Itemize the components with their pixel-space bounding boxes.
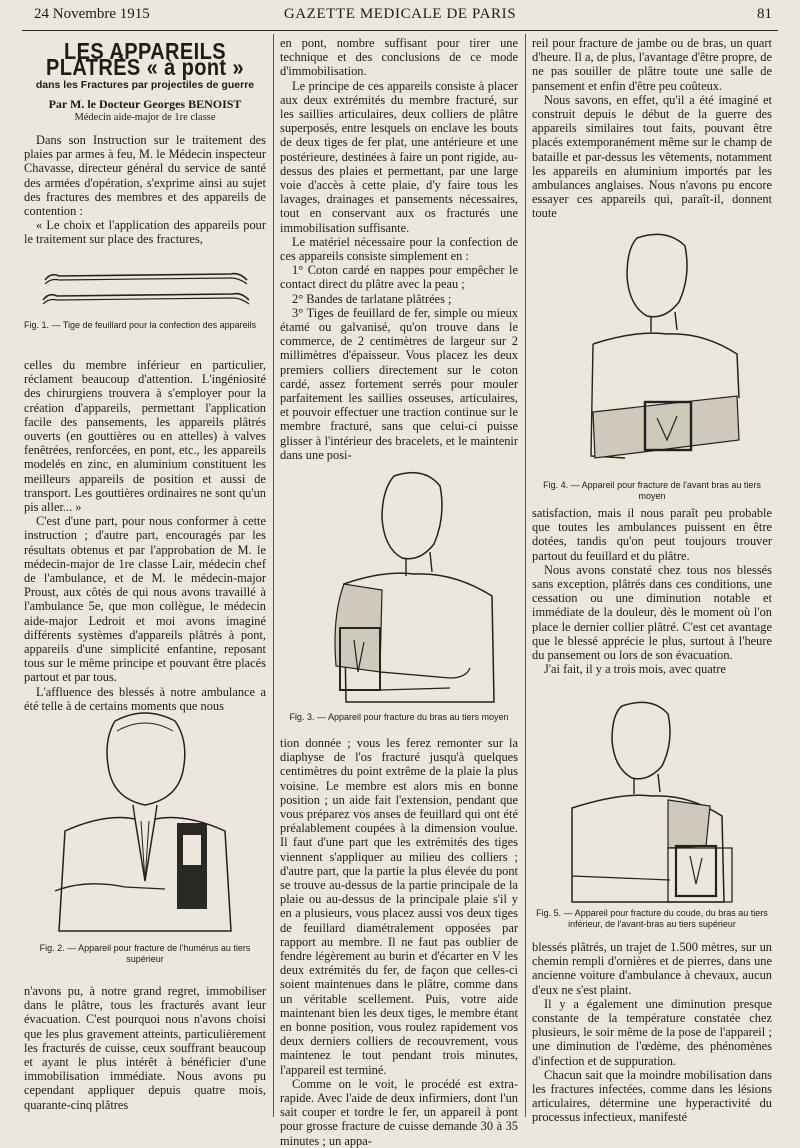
paragraph: 1° Coton cardé en nappes pour empêcher le contact direct du plâtre avec la peau ; [280, 263, 518, 292]
paragraph: satisfaction, mais il nous paraît peu probable que toutes les ambulances puissent en être dotées, tandis qu'on peut toujours trouver partout du feuillard et du plâtre. [532, 506, 772, 563]
humerus-cast-illustration [45, 711, 245, 941]
col1-middle [24, 358, 266, 713]
paragraph: Comme on le voit, le procédé est extra-rapide. Avec l'aide de deux infirmiers, dont l'un sait couper et tordre le fer, un appareil à pont pour grosse fracture de cuisse demande 30 à 35 minutes ; un appa- [280, 1076, 518, 1148]
figure-3-caption: Fig. 3. — Appareil pour fracture du bras au tiers moyen [289, 712, 509, 722]
paragraph: Chacun sait que la moindre mobilisation dans les fractures infectées, comme dans les lésions articulaires, détermine une hyperactivité du processus infectieux, manifesté [532, 1067, 772, 1125]
paragraph: celles du membre inférieur en particulier, réclament beaucoup d'attention. L'ingéniosité des chirurgiens trouvera à s'employer pour la création d'appareils, permettant l'application facile des pansements, les appareils plâtrés ouverts (en gouttières ou en attelles) à valves fenêtrées, renforcées, en pont, etc., les appareils modelés en zinc, en aluminium constituent les meilleurs appareils de position et aussi de transport. Les gouttières ordinaires ne sont qu'un pis aller... » [24, 358, 266, 515]
author-role: Médecin aide-major de 1re classe [74, 111, 216, 123]
figure-4 [532, 228, 772, 500]
header-rule [22, 30, 778, 31]
paragraph: Dans son Instruction sur le traitement des plaies par armes à feu, M. le Médecin inspecteur Chavasse, directeur général du service de santé des armées d'opération, s'exprime ainsi au sujet des fractures des membres et des appareils de contention : [24, 133, 266, 219]
figure-1 [24, 258, 266, 350]
paragraph: en pont, nombre suffisant pour tirer une technique et des conclusions de ce mode d'immobilisation. [280, 36, 518, 79]
elbow-cast-illustration [542, 696, 762, 906]
paragraph: tion donnée ; vous les ferez remonter sur la diaphyse de l'os fracturé jusqu'à quelques centimètres du point extrême de la plaie la plus voisine. Le membre est alors mis en bonne position ; un aide fait l'extension, pendant que vous préparez vos anses de feuillard qui ont été préalablement coupées à la dimension voulue. Il faut d'une part que les extrémités des tiges viennent s'appliquer au milieu des colliers ; d'autre part, que la partie la plus élevée du pont se trouve au-dessus de la partie principale de la plaie ou au-dessus de la principale plaie s'il y en a plusieurs, vous placez aussi vos deux tiges de feuillard diamétralement opposées par rapport au membre. Il ne faut pas oublier de fendre légèrement au burin et d'écarter en V les deux extrémités du fer, de façon que celles-ci soient maintenues dans le plâtre, comme dans un véritable scellement. Puis, votre aide maintenant bien les deux tiges, le membre étant en bonne position, vous roulez rapidement vos deux derniers colliers de recouvrement, vous maintenez le tout pendant trois minutes, l'appareil est terminé. [280, 736, 518, 1077]
figure-3 [280, 466, 518, 734]
col3-bottom [532, 940, 772, 1125]
col3-middle [532, 506, 772, 692]
paragraph: Le matériel nécessaire pour la confection de ces appareils consiste simplement en : [280, 234, 518, 264]
article-byline: Par M. le Docteur Georges BENOIST [48, 96, 242, 111]
issue-date: 24 Novembre 1915 [34, 6, 150, 22]
column-divider-1 [273, 34, 274, 1117]
paragraph: L'affluence des blessés à notre ambulance a été telle à de certains moments que nous [24, 684, 266, 713]
article-title: LES APPAREILS PLATRÉS « à pont » [46, 39, 244, 81]
figure-5-caption: Fig. 5. — Appareil pour fracture du coude, du bras au tiers inférieur, de l'avant-bras au tiers supérieur [536, 908, 768, 929]
col1-bottom [24, 984, 266, 1124]
paragraph: Il y a également une diminution presque constante de la température constatée chez plusieurs, le soir même de la pose de l'appareil ; une diminution de l'œdème, des phénomènes d'infection et de suppuration. [532, 996, 772, 1068]
paragraph: blessés plâtrés, un trajet de 1.500 mètres, sur un chemin rempli d'ornières et de pierres, dans une ancienne voiture d'ambulance à chevaux, aucun d'eux ne s'est plaint. [532, 940, 772, 997]
paragraph: C'est d'une part, pour nous conformer à cette instruction ; d'autre part, encouragés par les résultats obtenus et par l'approbation de M. le médecin-major de 1re classe Lair, médecin chef de l'ambulance, et de M. le médecin-major Proust, aux côtés de qui nous avons travaillé à l'ambulance 5e, que mon collègue, le médecin aide-major Ledroit et moi avons imaginé différents systèmes d'appareils plâtrés à pont, appareils d'une simplicité enfantine, reposant tous sur le même principe et pouvant être placés partout et par tous. [24, 514, 266, 685]
paragraph: reil pour fracture de jambe ou de bras, un quart d'heure. Il a, de plus, l'avantage d'être propre, de ne pas souiller de plâtre toute une salle de pansement et enfin d'être peu coûteux. [532, 36, 772, 93]
iron-strip-illustration [25, 258, 265, 318]
column-1 [24, 36, 266, 1119]
figure-1-caption: Fig. 1. — Tige de feuillard pour la confection des appareils [24, 320, 257, 330]
paragraph: n'avons pu, à notre grand regret, immobiliser dans le plâtre, tous les fracturés avant leur évacuation. C'est pourquoi nous n'avons choisi que les plus gravement atteints, particulièrement les fracturés de cuisse, ceux souffrant beaucoup et ayant le plus intérêt à bénéficier d'une immobilisation immédiate. Nous avons pu cependant appliquer depuis quatre mois, quarante-cinq plâtres [24, 984, 266, 1112]
paragraph: Le principe de ces appareils consiste à placer aux deux extrémités du membre fracturé, sur les saillies articulaires, deux colliers de plâtre superposés, entre lesquels on enclave les bouts de deux tiges de fer plat, une antérieure et une postérieure, destinées à faire un pont rigide, au-dessus des plaies et permettant, par une large voie d'accès à cette plaie, d'y faire tous les lavages, drainages et pansements nécessaires, tout en conservant aux os fracturés une immobilisation suffisante. [280, 78, 518, 235]
article-subtitle: dans les Fractures par projectiles de guerre [35, 79, 255, 92]
col3-top [532, 36, 772, 222]
paragraph: « Le choix et l'application des appareils pour le traitement sur place des fractures, [24, 218, 266, 247]
paragraph: J'ai fait, il y a trois mois, avec quatre [544, 662, 726, 677]
col2-top [280, 36, 518, 464]
running-head [22, 6, 778, 26]
journal-title: GAZETTE MEDICALE DE PARIS [283, 6, 517, 22]
column-divider-2 [525, 34, 526, 1117]
forearm-cast-illustration [537, 228, 767, 478]
paragraph: Nous savons, en effet, qu'il a été imaginé et construit depuis le début de la guerre des appareils similaires tout faits, pouvant être placés extemporanément même sur le champ de bataille et par-dessus les vêtements, notamment les appareils en aluminium importés par les ambulances anglaises. Nous n'avons pu encore essayer ces appareils qui, paraît-il, donnent toute [532, 92, 772, 221]
figure-5 [532, 696, 772, 934]
paragraph: Nous avons constaté chez tous nos blessés sans exception, plâtrés dans ces conditions, une cessation ou une diminution notable et immédiate de la douleur, dès le moment où l'on place le dernier collier plâtré. C'est cet avantage que le blessé apprécie le plus, surtout à l'heure du pansement ou lors de son évacuation. [532, 562, 772, 663]
figure-4-caption: Fig. 4. — Appareil pour fracture de l'avant bras au tiers moyen [543, 480, 761, 501]
column-3 [532, 36, 772, 1125]
arm-cast-illustration [284, 466, 514, 710]
column-2 [280, 36, 518, 1148]
paragraph: 2° Bandes de tarlatane plâtrées ; [292, 291, 452, 306]
paragraph: 3° Tiges de feuillard de fer, simple ou mieux étamé ou galvanisé, qu'on trouve dans le commerce, de 2 centimètres de largeur sur 2 millimètres d'épaisseur. Vous placez les deux premiers colliers directement sur le coton cardé, assez fortement serrés pour mouler parfaitement les saillies osseuses, articulaires, et pouvoir effectuer une traction continue sur le membre fracturé, sans que celui-ci puisse glisser à l'intérieur des bracelets, et le maintenir dans une posi- [280, 305, 518, 462]
figure-2 [24, 711, 266, 983]
col2-bottom [280, 736, 518, 1148]
figure-2-caption: Fig. 2. — Appareil pour fracture de l'humérus au tiers supérieur [39, 943, 251, 964]
page-number: 81 [757, 6, 772, 22]
